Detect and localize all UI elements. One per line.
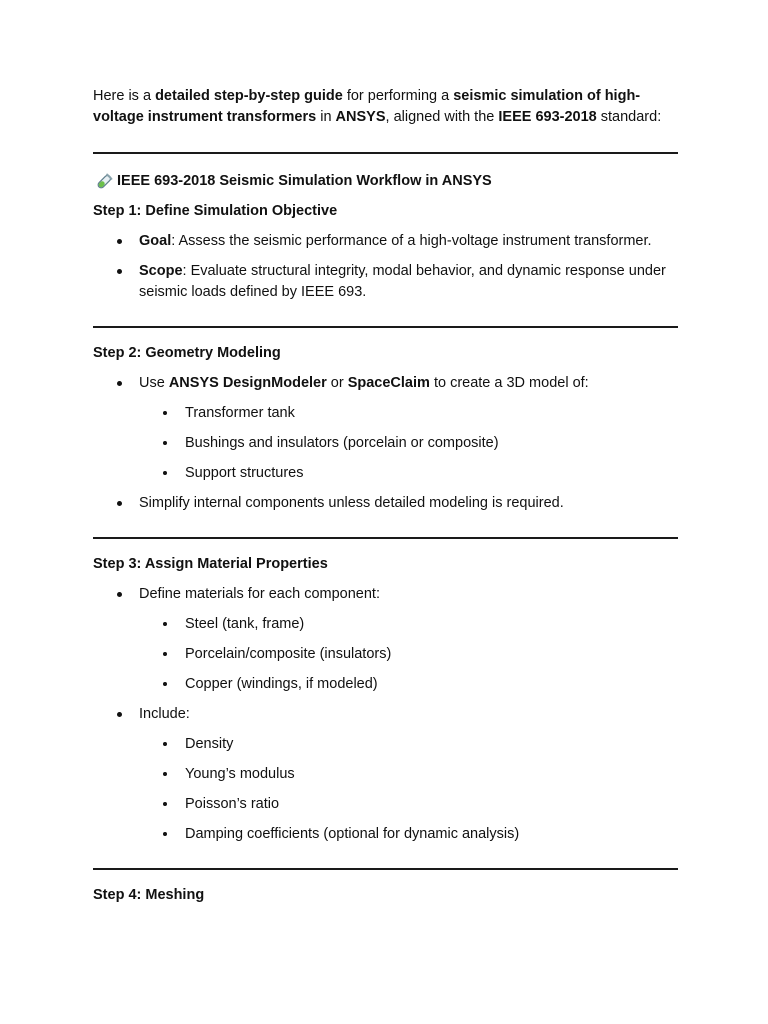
workflow-heading: IEEE 693-2018 Seismic Simulation Workflow in ANSYS [93,171,678,192]
section-divider [93,326,678,328]
list-item: Include: Density Young’s modulus Poisson’s ratio Damping coefficients (optional for dynamic analysis) [93,704,678,845]
step1-heading: Step 1: Define Simulation Objective [93,203,338,219]
list-item: Transformer tank [139,403,678,424]
step4-heading: Step 4: Meshing [93,887,205,903]
list-item: Bushings and insulators (porcelain or composite) [139,433,678,454]
step3-list [93,584,678,845]
list-item: Poisson’s ratio [139,794,678,815]
step1-list [93,231,678,303]
section-divider [93,152,678,154]
step3-materials-sublist [139,614,678,695]
intro-paragraph: Here is a detailed step-by-step guide for performing a seismic simulation of high-voltage instrument transformers in ANSYS, aligned with the IEEE 693-2018 standard: [93,88,662,125]
step2-sublist [139,403,678,484]
list-item: Simplify internal components unless detailed modeling is required. [93,493,678,514]
section-divider [93,868,678,870]
list-item: Copper (windings, if modeled) [139,674,678,695]
list-item: Support structures [139,463,678,484]
step2-heading: Step 2: Geometry Modeling [93,345,281,361]
step2-list [93,373,678,514]
step3-heading: Step 3: Assign Material Properties [93,556,328,572]
list-item: Goal: Assess the seismic performance of a high-voltage instrument transformer. [93,231,678,252]
list-item: Damping coefficients (optional for dynamic analysis) [139,824,678,845]
test-tube-icon [93,173,117,191]
list-item: Density [139,734,678,755]
list-item: Porcelain/composite (insulators) [139,644,678,665]
section-divider [93,537,678,539]
list-item: Scope: Evaluate structural integrity, modal behavior, and dynamic response under seismic loads defined by IEEE 693. [93,261,678,303]
list-item: Define materials for each component: Steel (tank, frame) Porcelain/composite (insulators) Copper (windings, if modeled) [93,584,678,695]
list-item: Use ANSYS DesignModeler or SpaceClaim to create a 3D model of: Transformer tank Bushings and insulators (porcelain or composite) Support structures [93,373,678,484]
list-item: Young’s modulus [139,764,678,785]
step3-properties-sublist [139,734,678,845]
document-content [93,86,678,906]
list-item: Steel (tank, frame) [139,614,678,635]
